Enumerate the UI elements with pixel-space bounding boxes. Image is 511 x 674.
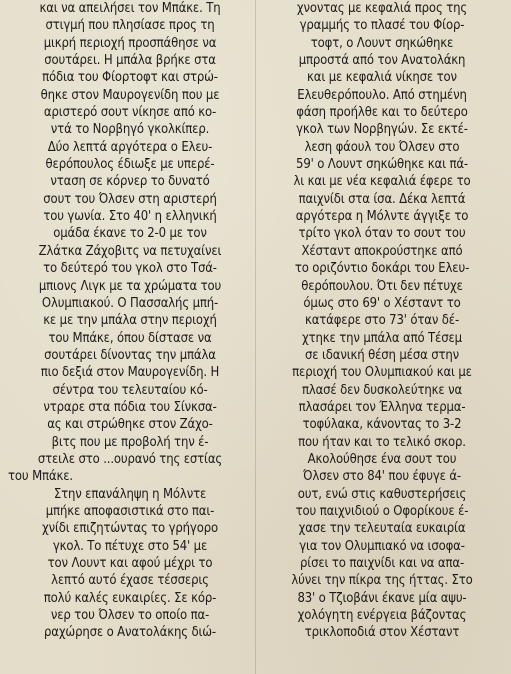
text-line: του Μπάκε. <box>8 469 73 485</box>
text-line: Ακολούθησε ένα σουτ του <box>307 451 457 467</box>
text-line: τοφύλακα, κάνοντας το 3-2 <box>302 417 462 433</box>
text-line: στειλε στο ...ουρανό της εστίας <box>37 451 223 467</box>
text-line: περιοχή του Ολυμπιακού και με <box>292 365 472 381</box>
text-line: Στην επανάληψη η Μόλντε <box>53 486 207 502</box>
text-line: τον Λουντ και αφού μέχρι το <box>47 556 213 571</box>
text-line: παιχνίδι στα ίσα. Δέκα λεπτά <box>298 191 466 207</box>
text-line: πλασέ δεν δυσκολεύτηκε να <box>301 382 463 398</box>
text-line: σε ιδανική θέση μέσα στην <box>304 347 460 363</box>
text-line: και με κεφαλιά νίκησε τον <box>307 70 457 86</box>
text-line: για τον Ολυμπιακό να ισοφα- <box>299 538 465 554</box>
text-line: θερόπουλος έδιωξε με υπερέ- <box>45 157 215 173</box>
text-line: Ζλάτκα Ζάχοβιτς να πετυχαίνει <box>38 243 222 259</box>
text-line: χνίδι επιζητώντας το γρήγορο <box>42 521 218 537</box>
text-line: ρίσει το παιχνίδι και να απα- <box>299 556 465 571</box>
text-line: ντά το Νορβηγό γκολκίπερ. <box>50 122 210 138</box>
text-line: ντραρε στα πόδια του Σίνκσα- <box>43 399 217 415</box>
text-line: Χέσταντ αποκρούστηκε από <box>301 243 463 259</box>
text-line: λι και με νέα κεφαλιά έφερε το <box>293 174 471 190</box>
text-line: πολύ καλές ευκαιρίες. Σε κόρ- <box>43 590 217 606</box>
text-line: μπροστά από τον Ανατολάκη <box>298 53 466 69</box>
text-line: γκολ. Το πέτυχε στο 54' με <box>52 538 208 554</box>
text-line: βιτς που με προβολή την έ- <box>51 434 209 450</box>
text-line: φάση προήλθε και το δεύτερο <box>296 105 468 121</box>
text-line: γκολ των Νορβηγών. Σε εκτέ- <box>296 122 468 138</box>
text-line: ας και στρώθηκε στον Ζάχο- <box>47 417 213 433</box>
text-line: αργότερα η Μόλντε άγγιξε το <box>295 209 469 225</box>
text-line: πιο δεξιά στον Μαυρογενίδη. Η <box>40 365 220 381</box>
text-line: σουτάρει δίνοντας την μπάλα <box>44 347 216 363</box>
text-line: πλασάρει τον Έλληνα τερμα- <box>298 399 466 415</box>
text-line: κατάφερε στο 73' όταν δέ- <box>304 313 460 329</box>
text-line: πόδια του Φίορτοφτ και στρώ- <box>42 70 218 86</box>
text-line: λεση φάουλ του Όλσεν στο <box>304 139 460 155</box>
text-line: χολόγητη ενέργεια βάζοντας <box>297 608 467 624</box>
text-line: μπιονς Λιγκ με τα χρώματα του <box>38 278 222 294</box>
text-line: του παιχνιδιού ο Οφορίκουε έ- <box>295 503 469 519</box>
text-line: κε με την μπάλα στην περιοχή <box>43 313 217 329</box>
text-line: τρικλοποδιά στον Χέσταντ <box>304 625 460 641</box>
text-line: στιγμή που πλησίασε προς τη <box>45 18 215 34</box>
text-line: Όλσεν στο 84' που έφυγε ά- <box>303 469 461 485</box>
text-line: Ολυμπιακού. Ο Πασσαλής μπή- <box>41 295 219 311</box>
text-line: χνοντας με κεφαλιά προς της <box>296 1 468 16</box>
column-divider <box>255 0 256 674</box>
article-column-right <box>262 0 502 642</box>
text-line: που ήταν και το τελικό σκορ. <box>298 434 466 450</box>
text-line: θηκε στον Μαυρογενίδη που με <box>40 87 220 103</box>
text-line: σουτάρει. Η μπάλα βρήκε στα <box>44 53 216 69</box>
text-line: και να απειλήσει τον Μπάκε. Τη <box>39 1 221 16</box>
text-line: νταση σε κόρνερ το δυνατό <box>50 174 210 190</box>
text-line: τρίτο γκολ όταν το σουτ του <box>298 226 466 242</box>
text-line: Δύο λεπτά αργότερα ο Ελευ- <box>47 139 213 155</box>
text-line: μικρή περιοχή προσπάθησε να <box>43 35 217 51</box>
text-line: τοφτ, ο Λουντ σηκώθηκε <box>310 35 454 51</box>
text-line: ουτ, ενώ στις καθυστερήσεις <box>297 486 467 502</box>
text-line: λεπτό αυτό έχασε τέσσερις <box>51 573 209 589</box>
text-line: χτηκε την μπάλα από Τέσεμ <box>302 330 462 346</box>
text-line: το δεύτερό του γκολ στο Τσά- <box>43 261 217 277</box>
text-line: ραχώρησε ο Ανατολάκης διώ- <box>43 625 217 641</box>
text-line: θερόπουλου. Ότι δεν πέτυχε <box>301 278 463 294</box>
text-line: όμως στο 69' ο Χέσταντ το <box>303 295 461 311</box>
text-line: αριστερό σουτ νίκησε από κο- <box>43 105 217 121</box>
text-line: μπήκε αποφασιστικά στο παι- <box>45 503 215 519</box>
text-line: ομάδα έκανε το 2-0 με τον <box>53 226 207 242</box>
text-line: νερ του Όλσεν το οποίο πα- <box>50 608 210 624</box>
text-line: σουτ του Όλσεν στη αριστερή <box>43 191 217 207</box>
text-line: γραμμής το πλασέ του Φίορ- <box>299 18 465 34</box>
text-line: 59' ο Λουντ σηκώθηκε και πά- <box>296 157 468 173</box>
text-line: χασε την τελευταία ευκαιρία <box>298 521 466 537</box>
text-line: 83' ο Τζιοβάνι έκανε μία αψυ- <box>297 590 467 606</box>
text-line: Ελευθερόπουλο. Από στημένη <box>297 87 467 103</box>
text-line: το οριζόντιο δοκάρι του Ελευ- <box>294 261 470 277</box>
text-line: λύνει την πίκρα της ήττας. Στο <box>291 573 473 589</box>
text-line: σέντρα του τελευταίου κό- <box>52 382 208 398</box>
text-line: του Μπάκε, όπου δίστασε να <box>48 330 212 346</box>
article-column-left <box>8 0 252 642</box>
text-line: του γωνία. Στο 40' η ελληνική <box>43 209 217 225</box>
